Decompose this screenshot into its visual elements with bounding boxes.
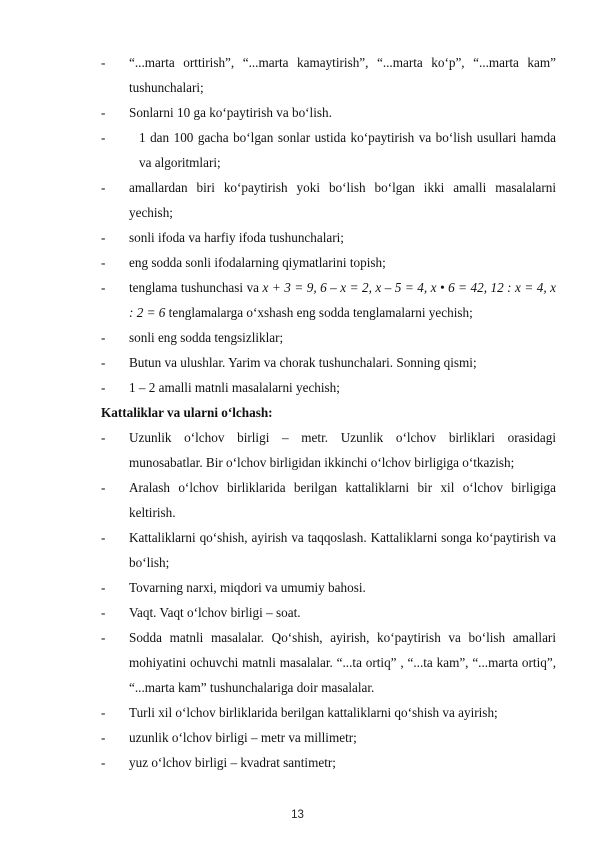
list-item xyxy=(101,750,556,775)
item-text: 1 dan 100 gacha bo‘lgan sonlar ustida ko‘paytirish va bo‘lish usullari hamda va algoritmlari; xyxy=(139,130,556,170)
item-text: Uzunlik o‘lchov birligi – metr. Uzunlik o‘lchov birliklari orasidagi munosabatlar. Bir o‘lchov birligidan ikkinchi o‘lchov birligiga o‘tkazish; xyxy=(129,430,556,470)
bullet-dash: - xyxy=(101,130,106,145)
list-item xyxy=(101,625,556,700)
list-item xyxy=(101,575,556,600)
item-text: sonli eng sodda tengsizliklar; xyxy=(129,330,284,345)
bullet-dash: - xyxy=(101,230,106,245)
item-text: “...marta orttirish”, “...marta kamaytirish”, “...marta ko‘p”, “...marta kam” tushunchalari; xyxy=(129,55,556,95)
item-text-before: tenglama tushunchasi va xyxy=(129,280,260,295)
list-item xyxy=(101,700,556,725)
list-item xyxy=(101,425,556,475)
bullet-dash: - xyxy=(101,380,106,395)
list-item xyxy=(101,475,556,525)
bullet-dash: - xyxy=(101,255,106,270)
item-text: eng sodda sonli ifodalarning qiymatlarini topish; xyxy=(129,255,386,270)
list-item xyxy=(101,350,556,375)
list-item xyxy=(101,375,556,400)
item-text-after: tenglamalarga o‘xshash eng sodda tenglamalarni yechish; xyxy=(168,305,473,320)
bullet-dash: - xyxy=(101,430,106,445)
list-item xyxy=(101,125,556,175)
bullet-dash: - xyxy=(101,530,106,545)
item-text: Turli xil o‘lchov birliklarida berilgan kattaliklarni qo‘shish va ayirish; xyxy=(129,705,498,720)
bullet-dash: - xyxy=(101,705,106,720)
list-item xyxy=(101,725,556,750)
item-text: Aralash o‘lchov birliklarida berilgan kattaliklarni bir xil o‘lchov birligiga keltirish. xyxy=(129,480,556,520)
bullet-dash: - xyxy=(101,480,106,495)
bullet-dash: - xyxy=(101,55,106,70)
list-item xyxy=(101,225,556,250)
list-item xyxy=(101,250,556,275)
item-text: amallardan biri ko‘paytirish yoki bo‘lish bo‘lgan ikki amalli masalalarni yechish; xyxy=(129,180,556,220)
page-number: 13 xyxy=(291,809,304,821)
bullet-dash: - xyxy=(101,580,106,595)
list-item xyxy=(101,100,556,125)
item-text: Sodda matnli masalalar. Qo‘shish, ayirish, ko‘paytirish va bo‘lish amallari mohiyatini ochuvchi matnli masalalar. “...ta ortiq” , “...ta kam”, “...marta ortiq”, “...marta kam” tushunchalariga doir masalalar. xyxy=(129,630,556,695)
list-item xyxy=(101,325,556,350)
item-text: Sonlarni 10 ga ko‘paytirish va bo‘lish. xyxy=(129,105,332,120)
bullet-dash: - xyxy=(101,355,106,370)
page-content xyxy=(101,50,556,775)
item-text: Tovarning narxi, miqdori va umumiy bahosi. xyxy=(129,580,366,595)
list-item xyxy=(101,600,556,625)
equation-list-item xyxy=(101,275,556,325)
item-text: yuz o‘lchov birligi – kvadrat santimetr; xyxy=(129,755,336,770)
item-text: sonli ifoda va harfiy ifoda tushunchalari; xyxy=(129,230,344,245)
bullet-dash: - xyxy=(101,280,106,295)
item-text: Vaqt. Vaqt o‘lchov birligi – soat. xyxy=(129,605,301,620)
list-item xyxy=(101,175,556,225)
item-text: Kattaliklarni qo‘shish, ayirish va taqqoslash. Kattaliklarni songa ko‘paytirish va bo‘lish; xyxy=(129,530,556,570)
bullet-dash: - xyxy=(101,755,106,770)
list-item xyxy=(101,50,556,100)
bullet-dash: - xyxy=(101,730,106,745)
item-text: uzunlik o‘lchov birligi – metr va millimetr; xyxy=(129,730,357,745)
list-item xyxy=(101,525,556,575)
item-text: 1 – 2 amalli matnli masalalarni yechish; xyxy=(129,380,340,395)
bullet-dash: - xyxy=(101,605,106,620)
bullet-dash: - xyxy=(101,330,106,345)
bullet-dash: - xyxy=(101,180,106,195)
bullet-dash: - xyxy=(101,105,106,120)
section-heading: Kattaliklar va ularni o‘lchash: xyxy=(101,405,273,420)
item-text: Butun va ulushlar. Yarim va chorak tushunchalari. Sonning qismi; xyxy=(129,355,477,370)
equation-examples: x + 3 = 9, 6 – x = 2, x – 5 = 4, x • 6 = 42, 12 : x = 4, x : 2 = 6 xyxy=(129,280,557,320)
bullet-dash: - xyxy=(101,630,106,645)
